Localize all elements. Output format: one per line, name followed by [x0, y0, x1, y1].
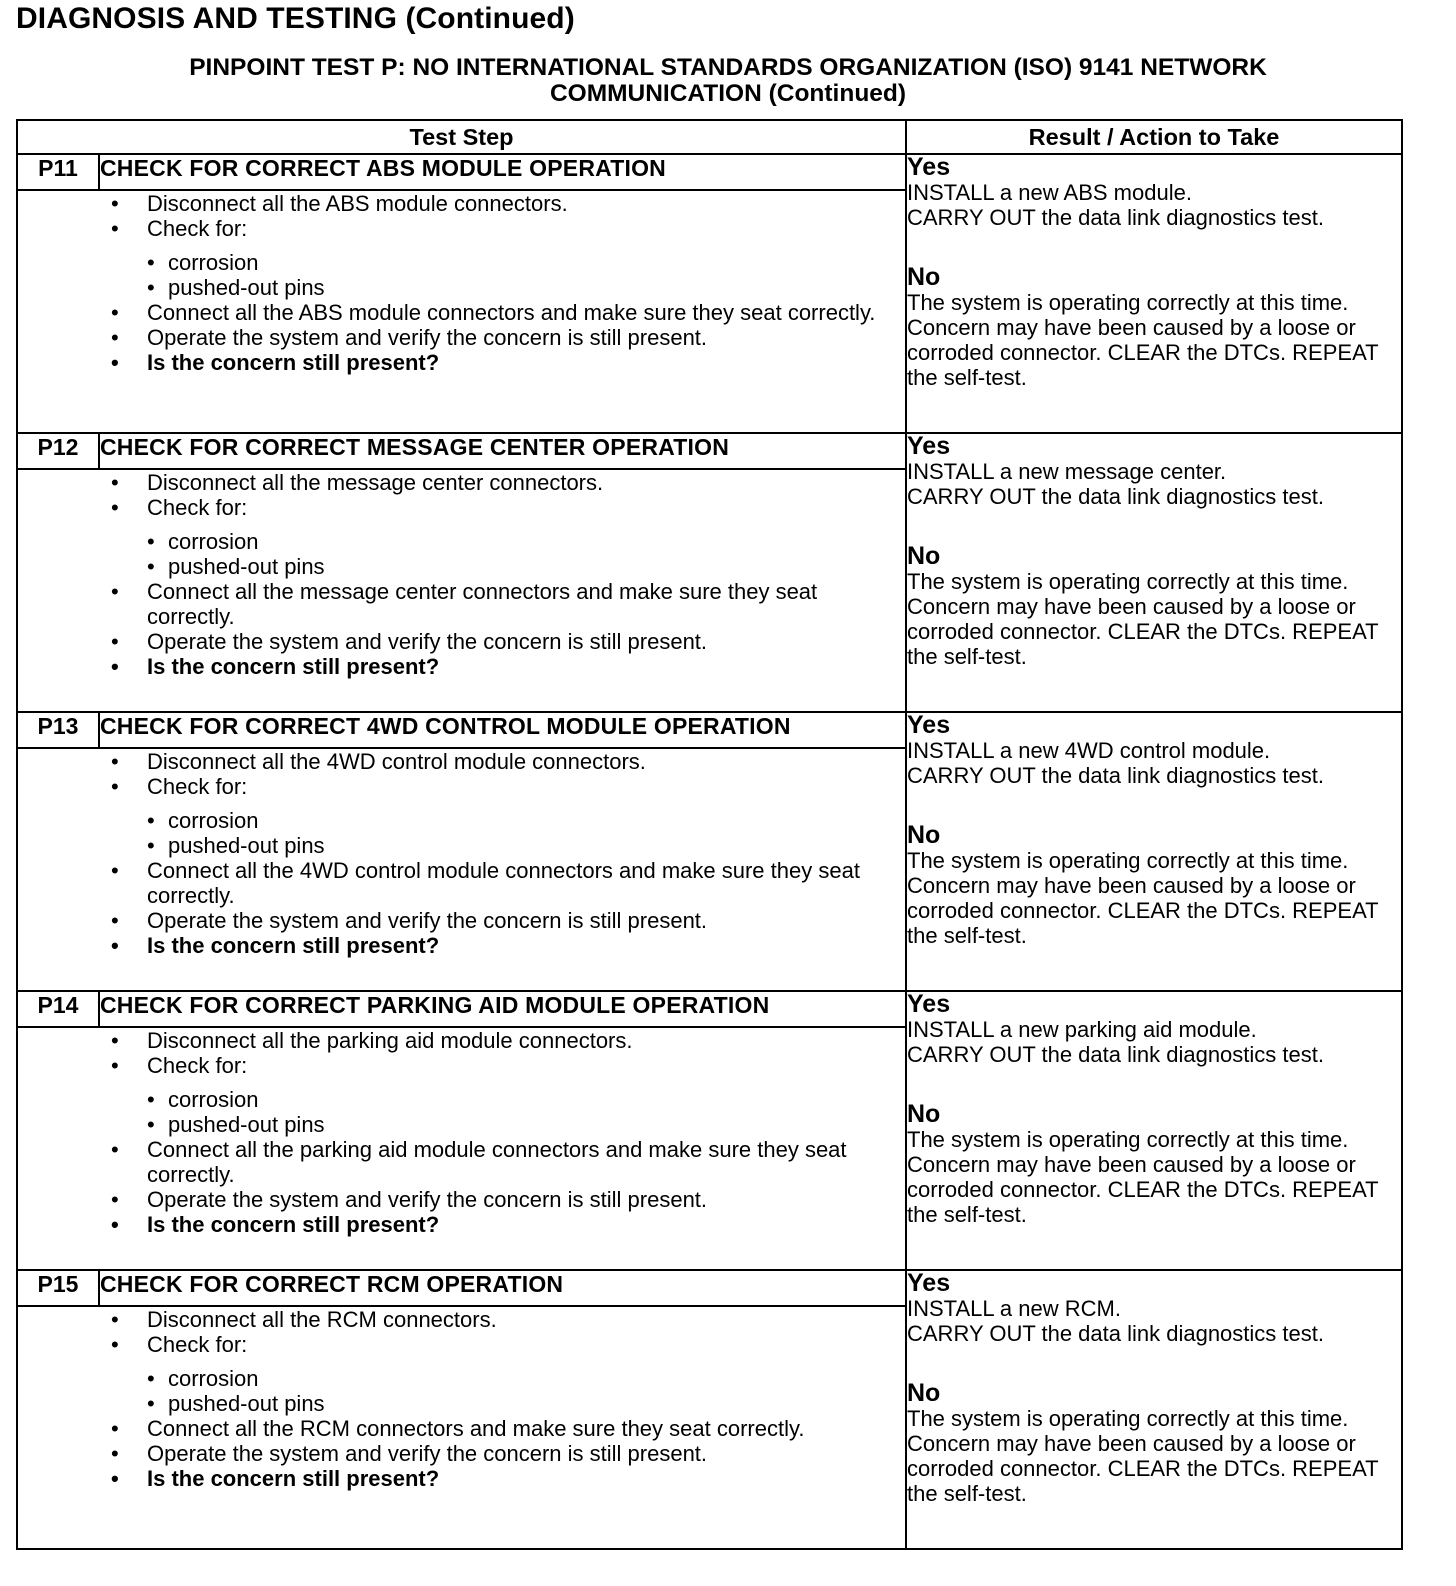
step-header-row — [17, 154, 1402, 190]
sub-bullet-icon: • — [147, 833, 155, 858]
bullet-icon: • — [111, 1028, 119, 1053]
result-no-label: No — [907, 821, 941, 849]
pinpoint-test-title — [0, 55, 1456, 107]
bullet-icon: • — [111, 579, 119, 604]
step-bullet-question: • Is the concern still present? — [111, 654, 440, 679]
step-result — [906, 154, 1402, 433]
sub-bullet-icon: • — [147, 1366, 155, 1391]
result-no-label: No — [907, 542, 941, 570]
step-instructions — [17, 748, 906, 991]
result-no-action: The system is operating correctly at this time. Concern may have been caused by a loose or corroded connector. CLEAR the DTCs. REPEAT the self-test. — [907, 1406, 1379, 1506]
step-header-row — [17, 433, 1402, 469]
result-yes-action-1: INSTALL a new message center. — [907, 459, 1227, 484]
step-id: P13 — [17, 712, 99, 748]
result-yes-label: Yes — [907, 1269, 951, 1297]
result-action-column-header: Result / Action to Take — [906, 120, 1402, 154]
sub-bullet-icon: • — [147, 1391, 155, 1416]
result-no-action: The system is operating correctly at this time. Concern may have been caused by a loose or corroded connector. CLEAR the DTCs. REPEAT the self-test. — [907, 848, 1379, 948]
check-for-sublist — [147, 808, 885, 858]
step-bullet-list — [18, 749, 905, 958]
step-result — [906, 991, 1402, 1270]
step-header-row — [17, 1270, 1402, 1306]
sub-bullet-icon: • — [147, 1087, 155, 1112]
step-bullet-check-for: • Check for: • corrosion • pushed-out pins — [18, 774, 905, 858]
step-bullet-list — [18, 1028, 905, 1237]
bullet-icon: • — [111, 1137, 119, 1162]
result-yes-label: Yes — [907, 432, 951, 460]
result-no-action: The system is operating correctly at this time. Concern may have been caused by a loose or corroded connector. CLEAR the DTCs. REPEAT the self-test. — [907, 1127, 1379, 1227]
bullet-icon: • — [111, 191, 119, 216]
result-yes-action-2: CARRY OUT the data link diagnostics test. — [907, 1042, 1324, 1067]
check-item-corrosion: • corrosion — [147, 250, 259, 275]
check-item-corrosion: • corrosion — [147, 1366, 259, 1391]
step-instructions — [17, 1306, 906, 1549]
bullet-icon: • — [111, 495, 119, 520]
step-title: CHECK FOR CORRECT RCM OPERATION — [99, 1270, 906, 1306]
table-header-row — [17, 120, 1402, 154]
check-for-sublist — [147, 1366, 885, 1416]
step-instructions — [17, 190, 906, 433]
check-item-pushed-out-pins: • pushed-out pins — [147, 554, 325, 579]
step-bullet-check-for: • Check for: • corrosion • pushed-out pins — [18, 1332, 905, 1416]
step-result — [906, 712, 1402, 991]
step-bullet-list — [18, 191, 905, 375]
step-bullet-question: • Is the concern still present? — [111, 933, 440, 958]
step-bullet-list — [18, 470, 905, 679]
result-no-action: The system is operating correctly at this time. Concern may have been caused by a loose or corroded connector. CLEAR the DTCs. REPEAT the self-test. — [907, 569, 1379, 669]
bullet-icon: • — [111, 350, 119, 375]
step-bullet-check-for: • Check for: • corrosion • pushed-out pins — [18, 1053, 905, 1137]
check-item-pushed-out-pins: • pushed-out pins — [147, 833, 325, 858]
step-bullet-operate: • Operate the system and verify the concern is still present. — [111, 325, 708, 350]
check-item-corrosion: • corrosion — [147, 529, 259, 554]
step-bullet-operate: • Operate the system and verify the concern is still present. — [111, 1187, 708, 1212]
step-bullet-question: • Is the concern still present? — [111, 1212, 440, 1237]
step-bullet-disconnect: • Disconnect all the RCM connectors. — [111, 1307, 497, 1332]
step-result — [906, 433, 1402, 712]
result-yes-action-1: INSTALL a new parking aid module. — [907, 1017, 1257, 1042]
step-header-row — [17, 712, 1402, 748]
bullet-icon: • — [111, 1307, 119, 1332]
step-bullet-operate: • Operate the system and verify the concern is still present. — [111, 1441, 708, 1466]
steps-body — [17, 154, 1402, 1549]
result-no-label: No — [907, 1100, 941, 1128]
step-bullet-connect: • Connect all the RCM connectors and make sure they seat correctly. — [111, 1416, 805, 1441]
page-title: DIAGNOSIS AND TESTING (Continued) — [16, 2, 575, 35]
bullet-icon: • — [111, 300, 119, 325]
step-header-row — [17, 991, 1402, 1027]
result-yes-label: Yes — [907, 153, 951, 181]
bullet-icon: • — [111, 1466, 119, 1491]
bullet-icon: • — [111, 1187, 119, 1212]
result-yes-action-2: CARRY OUT the data link diagnostics test. — [907, 205, 1324, 230]
step-id: P15 — [17, 1270, 99, 1306]
step-instructions — [17, 1027, 906, 1270]
sub-bullet-icon: • — [147, 250, 155, 275]
result-no-label: No — [907, 1379, 941, 1407]
step-title: CHECK FOR CORRECT PARKING AID MODULE OPERATION — [99, 991, 906, 1027]
result-yes-label: Yes — [907, 711, 951, 739]
step-result — [906, 1270, 1402, 1549]
step-bullet-connect: • Connect all the parking aid module connectors and make sure they seat correctly. — [111, 1137, 847, 1187]
step-title: CHECK FOR CORRECT 4WD CONTROL MODULE OPERATION — [99, 712, 906, 748]
bullet-icon: • — [111, 1416, 119, 1441]
step-bullet-question: • Is the concern still present? — [111, 1466, 440, 1491]
bullet-icon: • — [111, 933, 119, 958]
result-no-action: The system is operating correctly at this time. Concern may have been caused by a loose or corroded connector. CLEAR the DTCs. REPEAT the self-test. — [907, 290, 1379, 390]
pinpoint-test-title-line-1: PINPOINT TEST P: NO INTERNATIONAL STANDARDS ORGANIZATION (ISO) 9141 NETWORK — [189, 54, 1267, 81]
step-bullet-check-for: • Check for: • corrosion • pushed-out pins — [18, 216, 905, 300]
step-bullet-operate: • Operate the system and verify the concern is still present. — [111, 629, 708, 654]
bullet-icon: • — [111, 1332, 119, 1357]
pinpoint-test-title-line-2: COMMUNICATION (Continued) — [549, 80, 907, 107]
result-yes-action-2: CARRY OUT the data link diagnostics test. — [907, 1321, 1324, 1346]
pinpoint-test-table — [16, 119, 1403, 1550]
step-bullet-connect: • Connect all the message center connectors and make sure they seat correctly. — [111, 579, 818, 629]
step-id: P11 — [17, 154, 99, 190]
step-id: P14 — [17, 991, 99, 1027]
step-title: CHECK FOR CORRECT ABS MODULE OPERATION — [99, 154, 906, 190]
step-bullet-check-for: • Check for: • corrosion • pushed-out pins — [18, 495, 905, 579]
step-instructions — [17, 469, 906, 712]
bullet-icon: • — [111, 654, 119, 679]
bullet-icon: • — [111, 858, 119, 883]
check-item-pushed-out-pins: • pushed-out pins — [147, 1112, 325, 1137]
bullet-icon: • — [111, 1441, 119, 1466]
sub-bullet-icon: • — [147, 1112, 155, 1137]
bullet-icon: • — [111, 1212, 119, 1237]
result-yes-action-1: INSTALL a new 4WD control module. — [907, 738, 1271, 763]
step-bullet-disconnect: • Disconnect all the message center connectors. — [111, 470, 604, 495]
sub-bullet-icon: • — [147, 529, 155, 554]
step-id: P12 — [17, 433, 99, 469]
step-bullet-connect: • Connect all the 4WD control module connectors and make sure they seat correctly. — [111, 858, 860, 908]
result-no-label: No — [907, 263, 941, 291]
step-bullet-connect: • Connect all the ABS module connectors and make sure they seat correctly. — [111, 300, 876, 325]
bullet-icon: • — [111, 1053, 119, 1078]
check-for-sublist — [147, 1087, 885, 1137]
step-title: CHECK FOR CORRECT MESSAGE CENTER OPERATION — [99, 433, 906, 469]
sub-bullet-icon: • — [147, 275, 155, 300]
check-for-sublist — [147, 250, 885, 300]
step-bullet-disconnect: • Disconnect all the ABS module connectors. — [111, 191, 568, 216]
check-item-corrosion: • corrosion — [147, 808, 259, 833]
check-item-corrosion: • corrosion — [147, 1087, 259, 1112]
bullet-icon: • — [111, 774, 119, 799]
bullet-icon: • — [111, 629, 119, 654]
bullet-icon: • — [111, 325, 119, 350]
sub-bullet-icon: • — [147, 554, 155, 579]
result-yes-label: Yes — [907, 990, 951, 1018]
step-bullet-list — [18, 1307, 905, 1491]
step-bullet-disconnect: • Disconnect all the 4WD control module connectors. — [111, 749, 646, 774]
result-yes-action-1: INSTALL a new ABS module. — [907, 180, 1192, 205]
step-bullet-disconnect: • Disconnect all the parking aid module connectors. — [111, 1028, 633, 1053]
result-yes-action-2: CARRY OUT the data link diagnostics test. — [907, 484, 1324, 509]
check-for-sublist — [147, 529, 885, 579]
step-bullet-operate: • Operate the system and verify the concern is still present. — [111, 908, 708, 933]
bullet-icon: • — [111, 749, 119, 774]
sub-bullet-icon: • — [147, 808, 155, 833]
test-step-column-header: Test Step — [17, 120, 906, 154]
bullet-icon: • — [111, 908, 119, 933]
check-item-pushed-out-pins: • pushed-out pins — [147, 1391, 325, 1416]
result-yes-action-2: CARRY OUT the data link diagnostics test. — [907, 763, 1324, 788]
bullet-icon: • — [111, 216, 119, 241]
step-bullet-question: • Is the concern still present? — [111, 350, 440, 375]
check-item-pushed-out-pins: • pushed-out pins — [147, 275, 325, 300]
result-yes-action-1: INSTALL a new RCM. — [907, 1296, 1121, 1321]
bullet-icon: • — [111, 470, 119, 495]
